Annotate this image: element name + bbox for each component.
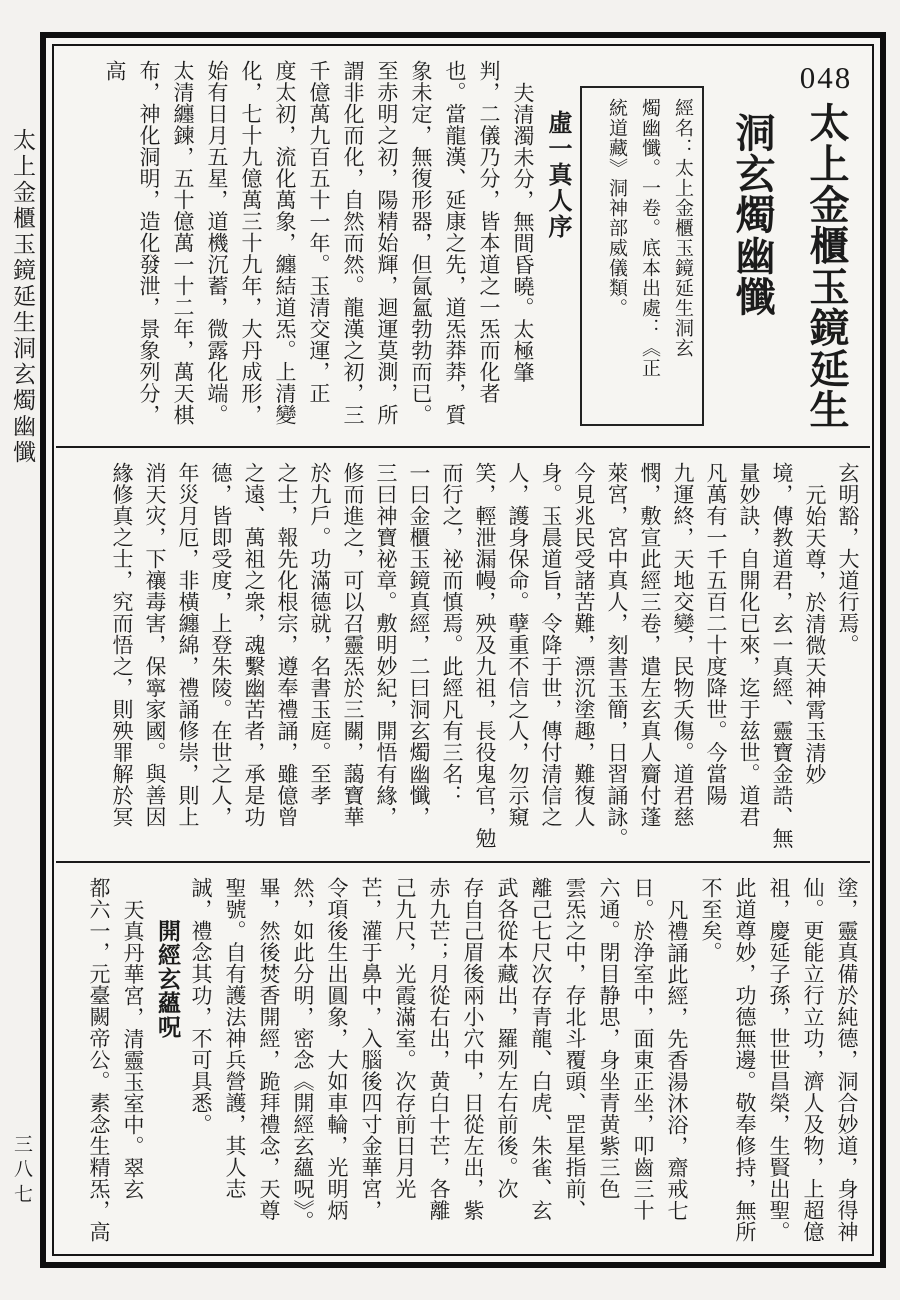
text-column: 天真丹華宮，清靈玉室中。翠玄 [121,899,145,1200]
text-column: 修而進之，可以召靈炁於三關，藹寶華 [341,462,365,828]
colophon-column: 統道藏》洞神部威儀類。 [606,98,627,318]
text-column: 凡禮誦此經，先香湯沐浴，齋戒七 [665,899,689,1222]
text-column: 也。當龍漢、延康之先，道炁莽莽，質 [443,60,467,426]
margin-running-title: 太上金櫃玉鏡延生洞玄燭幽懺 [10,128,35,466]
text-column: 消天灾，下禳毒害，保寧家國。與善因 [143,462,167,828]
text-column: 塗，靈真備於純德，洞合妙道，身得神 [835,877,859,1243]
text-column: 笑，輕泄漏幔，殃及九祖，長役鬼官，勉 [473,462,497,849]
text-column: 不至矣。 [699,877,723,963]
text-column: 於九戶。功滿德就，名書玉庭。至孝 [308,462,332,806]
text-column: 仙。更能立行立功，濟人及物，上超億 [801,877,825,1243]
text-column: 布，神化洞明，造化發泄，景象列分，高 [103,60,161,426]
section-bottom [54,863,872,1254]
text-column: 謂非化而化，自然而然。龍漢之初，三 [341,60,365,426]
text-column: 日。於浄室中，面東正坐，叩齒三十 [631,877,655,1221]
colophon-box [580,86,704,426]
page-frame [40,32,886,1268]
text-column: 萊宮，宮中真人，刻書玉簡，日習誦詠。 [605,462,629,849]
text-column: 境，傳教道君，玄一真經、靈寶金誥、無 [770,462,794,849]
text-column: 祖，慶延子孫，世世昌榮，生賢出聖。 [767,877,791,1243]
text-column: 量妙訣，自開化已來，迄于兹世。道君 [737,462,761,828]
text-column: 芒，灌于鼻中，入腦後四寸金華宮， [359,877,383,1221]
text-column: 化，七十九億萬三十九年，大丹成形， [239,60,263,426]
text-column: 太清纏鍊，五十億萬一十二年，萬天棋 [171,60,195,426]
text-column: 緣修真之士，究而悟之，則殃罪解於冥 [110,462,134,828]
text-column: 雲炁之中，存北斗覆頭、罡星指前、 [563,877,587,1221]
page-frame-inner [52,44,874,1256]
colophon-column: 經名：太上金櫃玉鏡延生洞玄 [672,98,693,358]
text-column: 而行之，祕而慎焉。此經凡有三名： [440,462,464,806]
text-column: 己九尺，光霞滿室。次存前日月光 [393,877,417,1200]
scripture-title-line1: 太上金櫃玉鏡延生 [804,102,849,430]
text-column: 憫，敷宣此經三卷，遣左玄真人齎付蓬 [638,462,662,828]
title-stack [788,60,864,430]
text-column: 元始天尊，於清微天神霄玉清妙 [803,484,827,785]
text-column: 此道尊妙，功德無邊。敬奉修持，無所 [733,877,757,1243]
colophon-column: 燭幽懺。一卷。底本出處：《正 [639,98,660,378]
folio-number: 三八七 [11,1134,32,1209]
text-column: 九運終，天地交變，民物夭傷。道君慈 [671,462,695,828]
title-block [580,60,864,438]
text-column: 度太初，流化萬象，纏結道炁。上清變 [273,60,297,426]
text-column: 象未定，無復形器，但氤氳勃勃而已。 [409,60,433,426]
section-top [54,46,872,446]
scripture-title-line2: 洞玄燭幽懺 [730,112,775,317]
text-column: 年災月厄，非橫纏綿，禮誦修崇，則上 [176,462,200,828]
section-middle [54,448,872,861]
text-column: 誠，禮念其功，不可具悉。 [189,877,213,1135]
text-column: 凡萬有一千五百二十度降世。今當陽 [704,462,728,806]
text-column: 令項後生出圓象，大如車輪，光明炳 [325,877,349,1221]
text-column: 至赤明之初，陽精始輝，迴運莫測，所 [375,60,399,426]
text-column: 之遠、萬祖之衆，魂繫幽苦者，承是功 [242,462,266,828]
text-column: 身。玉晨道旨，令降于世，傳付清信之 [539,462,563,828]
text-column: 三曰神寶祕章。敷明妙紀，開悟有緣， [374,462,398,828]
text-column: 千億萬九百五十一年。玉清交運，正 [307,60,331,404]
text-column: 德，皆即受度，上登朱陵。在世之人， [209,462,233,828]
text-column: 人，護身保命。孽重不信之人，勿示窺 [506,462,530,828]
text-column: 判，二儀乃分，皆本道之一炁而化者 [477,60,501,404]
preface-heading: 虛一真人序 [544,110,570,240]
text-column: 都六一，元臺闕帝公。素念生精炁，高 [87,877,111,1243]
incantation-heading: 開經玄蘊呪 [155,919,180,1039]
text-column: 武各從本藏出，羅列左右前後。次 [495,877,519,1200]
text-column: 夫清濁未分，無間昏曉。太極肇 [511,82,535,383]
text-column: 今見兆民受諸苦難，漂沉塗趣，難復人 [572,462,596,828]
text-column: 玄明豁，大道行焉。 [836,462,860,656]
text-column: 之士，報先化根宗，遵奉禮誦，雖億曾 [275,462,299,828]
text-column: 始有日月五星，道機沉蓄，微露化端。 [205,60,229,426]
text-column: 一曰金櫃玉鏡真經，二曰洞玄燭幽懺， [407,462,431,828]
page-serial: 048 [799,60,853,95]
text-column: 六通。閉目静思，身坐青黄紫三色 [597,877,621,1200]
text-column: 赤九芒；月從右出，黄白十芒，各離 [427,877,451,1221]
text-column: 離己七尺次存青龍、白虎、朱雀、玄 [529,877,553,1221]
text-column: 然，如此分明，密念《開經玄蘊呪》。 [291,877,315,1232]
text-column: 存自己眉後兩小穴中，日從左出，紫 [461,877,485,1221]
text-column: 聖號。自有護法神兵營護，其人志 [223,877,247,1200]
text-column: 畢，然後焚香開經，跪拜禮念，天尊 [257,877,281,1221]
